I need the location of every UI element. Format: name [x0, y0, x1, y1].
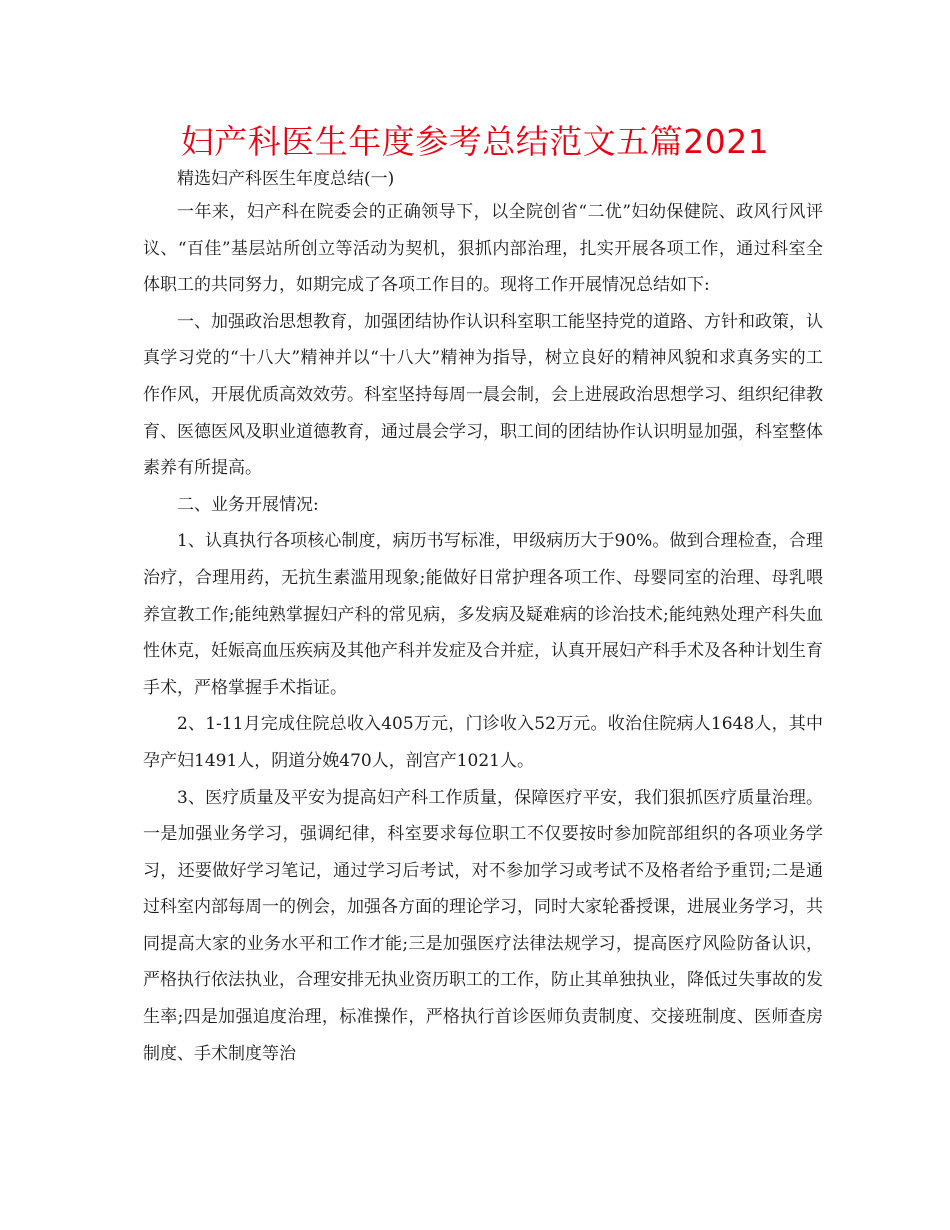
- paragraph-item-1: 1、认真执行各项核心制度，病历书写标准，甲级病历大于90%。做到合理检查，合理治疗，合理用药，无抗生素滥用现象;能做好日常护理各项工作、母婴同室的治理、母乳喂养宣教工作;能纯熟掌握妇产科的常见病，多发病及疑难病的诊治技术;能纯熟处理产科失血性休克，妊娠高血压疾病及其他产科并发症及合并症，认真开展妇产科手术及各种计划生育手术，严格掌握手术指证。: [143, 531, 823, 698]
- paragraph-political-education: 一、加强政治思想教育，加强团结协作认识科室职工能坚持党的道路、方针和政策，认真学习党的“十八大”精神并以“十八大”精神为指导，树立良好的精神风貌和求真务实的工作作风，开展优质高效效劳。科室坚持每周一晨会制，会上进展政治思想学习、组织纪律教育、医德医风及职业道德教育，通过晨会学习，职工间的团结协作认识明显加强，科室整体素养有所提高。: [143, 311, 823, 479]
- section-subtitle: 精选妇产科医生年度总结(一): [177, 169, 395, 189]
- paragraph-item-3: 3、医疗质量及平安为提高妇产科工作质量，保障医疗平安，我们狠抓医疗质量治理。一是加强业务学习，强调纪律，科室要求每位职工不仅要按时参加院部组织的各项业务学习，还要做好学习笔记，通过学习后考试，对不参加学习或考试不及格者给予重罚;二是通过科室内部每周一的例会，加强各方面的理论学习，同时大家轮番授课，进展业务学习，共同提高大家的业务水平和工作才能;三是加强医疗法律法规学习，提高医疗风险防备认识，严格执行依法执业，合理安排无执业资历职工的工作，防止其单独执业，降低过失事故的发生率;四是加强追度治理，标准操作，严格执行首诊医师负责制度、交接班制度、医师查房制度、手术制度等治: [143, 787, 823, 1064]
- intro-paragraph: 一年来，妇产科在院委会的正确领导下，以全院创省“二优”妇幼保健院、政风行风评议、“百佳”基层站所创立等活动为契机，狠抓内部治理，扎实开展各项工作，通过科室全体职工的共同努力，如期完成了各项工作目的。现将工作开展情况总结如下:: [143, 202, 823, 296]
- document-body: [143, 164, 823, 1072]
- heading-business: 二、业务开展情况:: [177, 494, 319, 515]
- document-title: 妇产科医生年度参考总结范文五篇2021: [180, 122, 770, 161]
- paragraph-item-2: 2、1-11月完成住院总收入405万元，门诊收入52万元。收治住院病人1648人，其中孕产妇1491人，阴道分娩470人，剖宫产1021人。: [143, 714, 823, 771]
